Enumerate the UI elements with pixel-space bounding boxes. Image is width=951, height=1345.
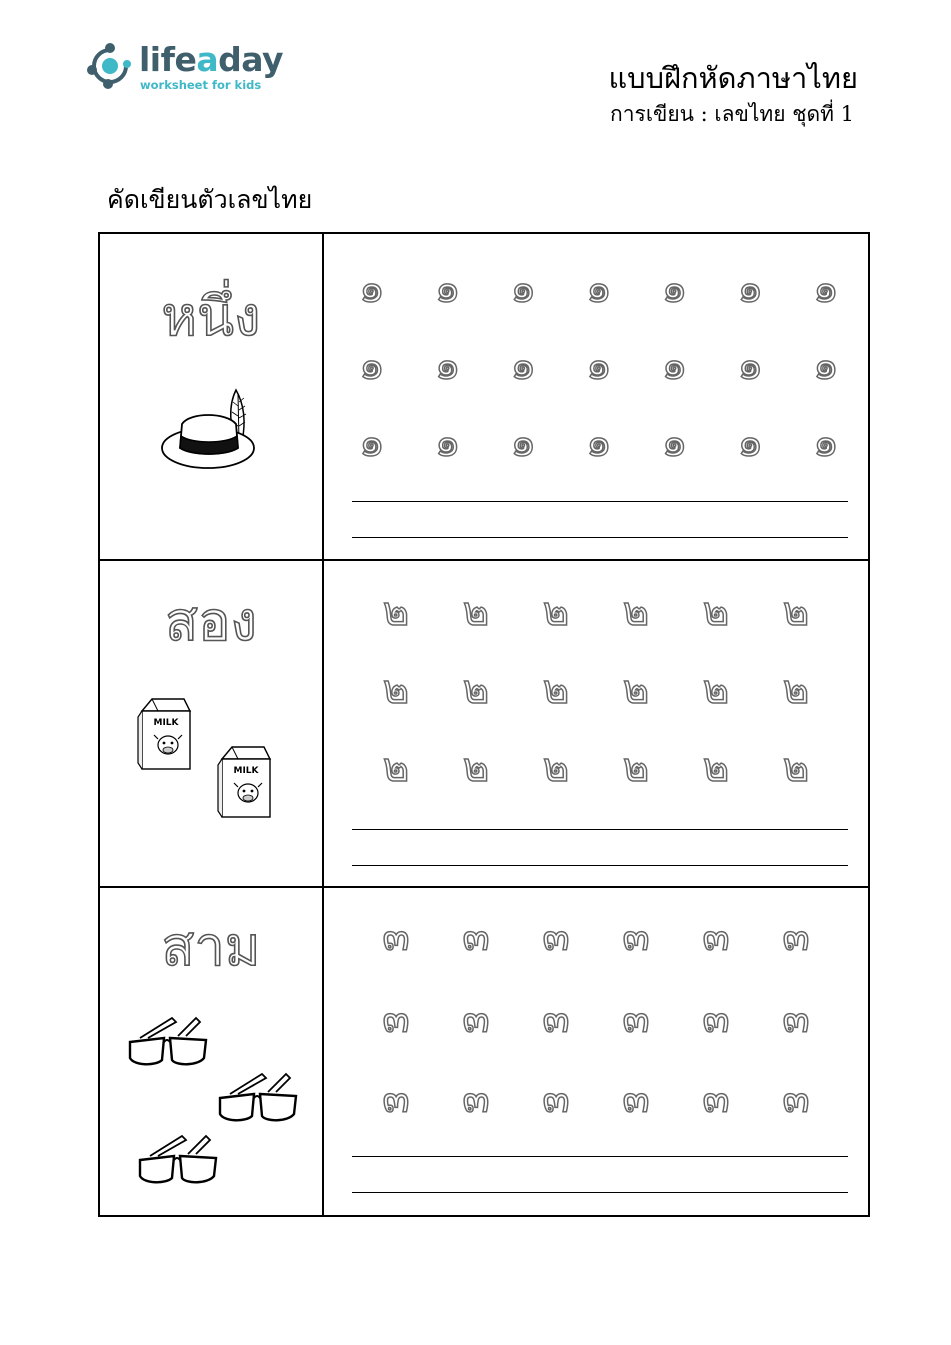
trace-digit: ๒ bbox=[702, 667, 730, 713]
trace-digit: ๓ bbox=[782, 996, 810, 1042]
trace-digit: ๓ bbox=[462, 914, 490, 960]
word-cell bbox=[100, 234, 324, 559]
trace-digit: ๓ bbox=[462, 996, 490, 1042]
trace-digit: ๑ bbox=[359, 343, 385, 389]
word-cell bbox=[100, 561, 324, 886]
trace-digit: ๓ bbox=[702, 996, 730, 1042]
worksheet-table bbox=[98, 232, 870, 1217]
trace-digit: ๓ bbox=[702, 1076, 730, 1122]
word-trace-text: หนึ่ง bbox=[161, 285, 261, 348]
trace-digit: ๑ bbox=[813, 420, 839, 466]
digit-trace-row bbox=[368, 994, 824, 1044]
trace-digit: ๓ bbox=[542, 914, 570, 960]
logo-name-accent: a bbox=[196, 40, 219, 79]
trace-digit: ๒ bbox=[462, 667, 490, 713]
trace-digit: ๒ bbox=[622, 745, 650, 791]
trace-digit: ๑ bbox=[586, 420, 612, 466]
logo-tagline: worksheet for kids bbox=[140, 78, 262, 92]
trace-digit: ๑ bbox=[510, 343, 536, 389]
trace-digit: ๓ bbox=[622, 914, 650, 960]
trace-digit: ๓ bbox=[782, 1076, 810, 1122]
trace-digit: ๑ bbox=[586, 266, 612, 312]
trace-digit: ๓ bbox=[622, 996, 650, 1042]
digit-trace-row bbox=[368, 587, 824, 637]
section-three bbox=[100, 888, 868, 1215]
logo-wordmark bbox=[139, 40, 283, 80]
tracing-cell bbox=[324, 561, 868, 886]
writing-line bbox=[352, 537, 848, 538]
logo bbox=[84, 36, 284, 96]
digit-trace-row bbox=[344, 341, 854, 391]
trace-digit: ๓ bbox=[382, 996, 410, 1042]
trace-digit: ๑ bbox=[359, 420, 385, 466]
trace-digit: ๓ bbox=[542, 996, 570, 1042]
trace-digit: ๒ bbox=[382, 745, 410, 791]
trace-digit: ๑ bbox=[661, 343, 688, 389]
section-two bbox=[100, 561, 868, 888]
trace-digit: ๑ bbox=[510, 420, 536, 466]
trace-digit: ๑ bbox=[434, 343, 461, 389]
word-trace-text: สอง bbox=[165, 590, 257, 653]
carton-label: MILK bbox=[233, 766, 259, 776]
section-one bbox=[100, 234, 868, 561]
trace-digit: ๑ bbox=[510, 266, 536, 312]
trace-digit: ๑ bbox=[661, 266, 688, 312]
trace-digit: ๑ bbox=[737, 266, 763, 312]
trace-digit: ๑ bbox=[434, 420, 461, 466]
digit-trace-row bbox=[344, 264, 854, 314]
tracing-cell bbox=[324, 234, 868, 559]
digit-trace-row bbox=[368, 912, 824, 962]
trace-digit: ๒ bbox=[782, 667, 810, 713]
trace-digit: ๓ bbox=[462, 1076, 490, 1122]
glasses-icon bbox=[216, 1072, 300, 1126]
trace-digit: ๒ bbox=[542, 589, 570, 635]
word-trace-text: สาม bbox=[161, 915, 261, 978]
hat-icon bbox=[160, 386, 260, 478]
trace-digit: ๒ bbox=[622, 667, 650, 713]
trace-digit: ๒ bbox=[782, 745, 810, 791]
trace-digit: ๒ bbox=[542, 667, 570, 713]
trace-digit: ๓ bbox=[702, 914, 730, 960]
writing-line bbox=[352, 501, 848, 502]
worksheet-title: แบบฝึกหัดภาษาไทย bbox=[608, 61, 858, 95]
trace-digit: ๒ bbox=[702, 745, 730, 791]
trace-digit: ๑ bbox=[434, 266, 461, 312]
trace-digit: ๑ bbox=[661, 420, 688, 466]
digit-trace-row bbox=[368, 1074, 824, 1124]
writing-line bbox=[352, 865, 848, 866]
trace-digit: ๓ bbox=[382, 1076, 410, 1122]
writing-line bbox=[352, 1192, 848, 1193]
word-cell bbox=[100, 888, 324, 1215]
trace-digit: ๓ bbox=[782, 914, 810, 960]
writing-line bbox=[352, 1156, 848, 1157]
carton-label: MILK bbox=[153, 718, 179, 728]
trace-digit: ๓ bbox=[382, 914, 410, 960]
trace-digit: ๒ bbox=[462, 589, 490, 635]
trace-digit: ๑ bbox=[359, 266, 385, 312]
logo-name-part1: life bbox=[139, 40, 197, 79]
trace-digit: ๑ bbox=[813, 266, 839, 312]
tracing-cell bbox=[324, 888, 868, 1215]
trace-digit: ๓ bbox=[622, 1076, 650, 1122]
trace-digit: ๒ bbox=[782, 589, 810, 635]
digit-trace-row bbox=[368, 743, 824, 793]
writing-line bbox=[352, 829, 848, 830]
trace-digit: ๑ bbox=[586, 343, 612, 389]
trace-digit: ๑ bbox=[737, 343, 763, 389]
trace-digit: ๒ bbox=[702, 589, 730, 635]
trace-digit: ๒ bbox=[462, 745, 490, 791]
milk-carton-icon bbox=[136, 697, 192, 771]
logo-molecule-icon bbox=[84, 40, 136, 92]
trace-digit: ๒ bbox=[382, 589, 410, 635]
digit-trace-row bbox=[368, 665, 824, 715]
worksheet-subtitle: การเขียน : เลขไทย ชุดที่ 1 bbox=[610, 102, 854, 126]
instruction-heading: คัดเขียนตัวเลขไทย bbox=[107, 185, 313, 214]
digit-trace-row bbox=[344, 418, 854, 468]
glasses-icon bbox=[136, 1134, 220, 1188]
logo-name-part2: day bbox=[218, 40, 284, 79]
trace-digit: ๒ bbox=[622, 589, 650, 635]
trace-digit: ๑ bbox=[813, 343, 839, 389]
trace-digit: ๓ bbox=[542, 1076, 570, 1122]
glasses-icon bbox=[126, 1016, 210, 1070]
trace-digit: ๒ bbox=[542, 745, 570, 791]
trace-digit: ๒ bbox=[382, 667, 410, 713]
trace-digit: ๑ bbox=[737, 420, 763, 466]
milk-carton-icon bbox=[216, 745, 272, 819]
